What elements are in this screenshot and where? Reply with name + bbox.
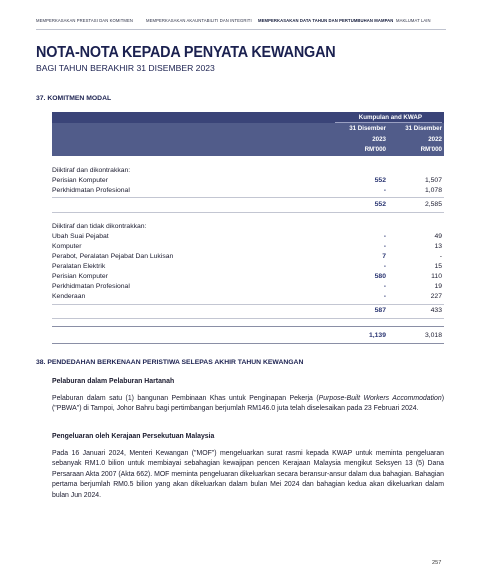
table-group-header bbox=[52, 112, 444, 123]
note-38-title: 38. PENDEDAHAN BERKENAAN PERISTIWA SELEPAS AKHIR TAHUN KEWANGAN bbox=[36, 359, 304, 366]
divider bbox=[52, 318, 444, 319]
divider bbox=[52, 304, 444, 305]
note-37-title: 37. KOMITMEN MODAL bbox=[36, 95, 112, 102]
table-row: Kenderaan - 227 bbox=[52, 293, 442, 300]
section-nav bbox=[36, 14, 446, 30]
table-row: Komputer - 13 bbox=[52, 243, 442, 250]
subheading-pengeluaran: Pengeluaran oleh Kerajaan Persekutuan Malaysia bbox=[52, 433, 215, 440]
nav-tab-prestasi[interactable]: MEMPERKASAKAN PRESTASI DAN KOMITMEN bbox=[36, 18, 133, 23]
table-row: Ubah Suai Pejabat - 49 bbox=[52, 233, 442, 240]
nav-tab-data[interactable]: MEMPERKASAKAN DATA TAHUN DAN PERTUMBUHAN MAMPAN bbox=[258, 18, 394, 23]
page-title: NOTA-NOTA KEPADA PENYATA KEWANGAN bbox=[36, 44, 336, 61]
paragraph-pelaburan: Pelaburan dalam satu (1) bangunan Pembinaan Khas untuk Penginapan Pekerja (Purpose-Built Workers Accommodation) ("PBWA") di Tampoi, Johor Bahru bagi pertimbangan berjumlah RM146.0 juta telah diselesaikan pada 23 Februari 2024. bbox=[52, 395, 444, 413]
subtotal-row: 552 2,585 bbox=[374, 201, 442, 208]
subheading-pelaburan: Pelaburan dalam Pelaburan Hartanah bbox=[52, 378, 175, 385]
table-row: Perkhidmatan Profesional - 1,078 bbox=[52, 187, 442, 194]
table-row: Perisian Komputer 552 1,507 bbox=[52, 177, 442, 184]
section-heading: Diiktiraf dan dikontrakkan: bbox=[52, 167, 131, 174]
page-number: 257 bbox=[432, 560, 442, 566]
divider bbox=[52, 212, 444, 213]
col-2023-line2: 2023 bbox=[372, 135, 386, 143]
nav-tab-maklumat-lain[interactable]: MAKLUMAT LAIN bbox=[396, 18, 431, 23]
total-row: 1,139 3,018 bbox=[368, 332, 442, 339]
section-heading: Diiktiraf dan tidak dikontrakkan: bbox=[52, 223, 147, 230]
table-row: Peralatan Elektrik - 15 bbox=[52, 263, 442, 270]
table-column-header bbox=[52, 123, 444, 156]
col-2022-line3: RM'000 bbox=[420, 146, 442, 153]
col-2023-line3: RM'000 bbox=[364, 146, 386, 153]
table-row: Perkhidmatan Profesional - 19 bbox=[52, 283, 442, 290]
col-2022-line1: 31 Disember bbox=[405, 125, 442, 132]
subtotal-row: 587 433 bbox=[374, 307, 442, 314]
col-2022-line2: 2022 bbox=[428, 135, 442, 143]
divider bbox=[52, 326, 444, 327]
paragraph-pengeluaran: Pada 16 Januari 2024, Menteri Kewangan ("MOF") mengeluarkan surat rasmi kepada KWAP untuk meminta pengeluaran sebanyak RM1.0 bilion untuk membiayai sebahagian kewajipan pencen Kerajaan Malaysia mengikut Seksyen 13 (5) Dana Persaraan Akta 2007 (Akta 662). MOF meminta pengeluaran dikeluarkan secara beransur-ansur dalam dua bahagian. Bahagian pertama berjumlah RM0.5 bilion yang akan dikeluarkan dalam bulan Mei 2024 dan bahagian kedua akan dikeluarkan dalam bulan Jun 2024. bbox=[52, 450, 444, 499]
table-row: Perisian Komputer 580 110 bbox=[52, 273, 442, 280]
col-2023-line1: 31 Disember bbox=[349, 125, 386, 132]
divider bbox=[52, 343, 444, 344]
divider bbox=[52, 197, 444, 198]
nav-tab-akauntabiliti[interactable]: MEMPERKASAKAN AKAUNTABILITI DAN INTEGRITI bbox=[146, 18, 252, 23]
page-subtitle: BAGI TAHUN BERAKHIR 31 DISEMBER 2023 bbox=[36, 63, 215, 73]
group-header-label: Kumpulan and KWAP bbox=[358, 114, 422, 121]
table-row: Perabot, Peralatan Pejabat Dan Lukisan 7 - bbox=[52, 253, 442, 260]
